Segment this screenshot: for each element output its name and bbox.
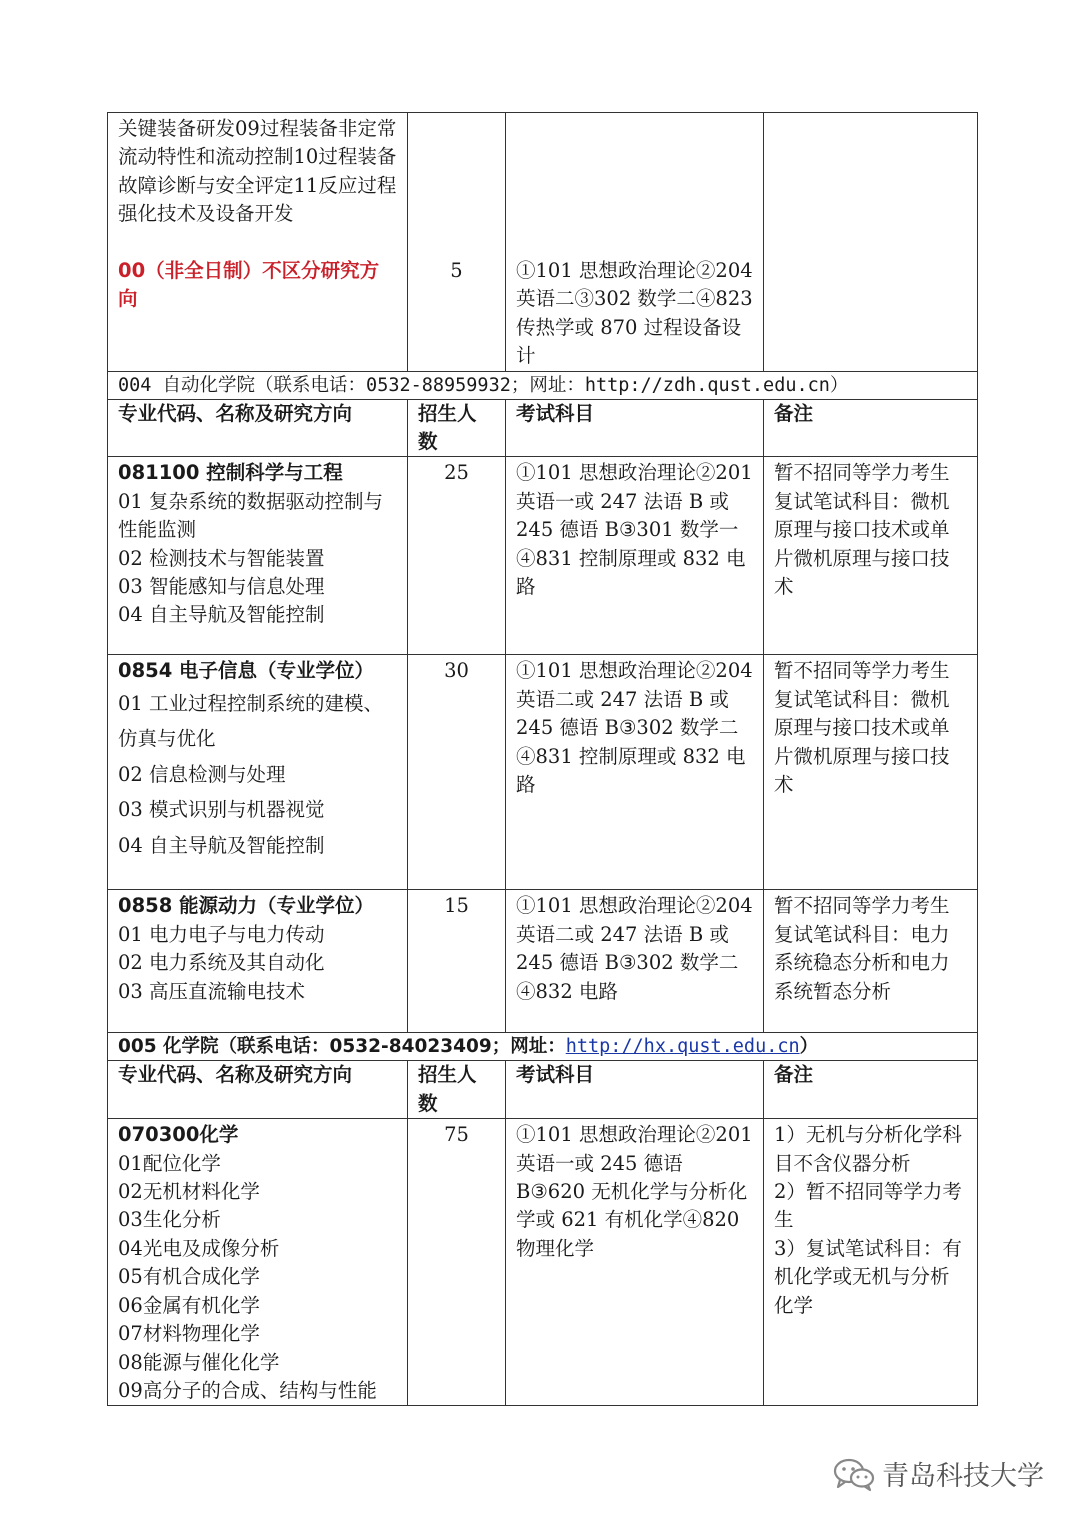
direction-item: 08能源与催化化学	[118, 1350, 280, 1374]
note-item: 2）暂不招同等学力考生	[774, 1180, 962, 1232]
continuation-directions-cell	[108, 113, 408, 372]
direction-item: 02 检测技术与智能装置	[118, 546, 325, 570]
header-exam: 考试科目	[506, 1061, 764, 1119]
header-count: 招生人数	[408, 399, 506, 457]
exam-cell	[506, 655, 764, 890]
section-005-title-suffix: ）	[799, 1036, 819, 1058]
major-row-0854	[108, 655, 978, 890]
wechat-icon	[832, 1456, 876, 1492]
notes-cell	[764, 1119, 978, 1406]
major-row-070300	[108, 1119, 978, 1406]
continuation-exam-cell	[506, 113, 764, 372]
major-row-081100	[108, 457, 978, 655]
directions-tail: 关键装备研发09过程装备非定常流动特性和流动控制10过程装备故障诊断与安全评定11反应过程强化技术及设备开发	[118, 117, 397, 226]
parttime-exam-subjects: ①101 思想政治理论②204 英语二③302 数学二④823 传热学或 870 过程设备设计	[516, 259, 753, 368]
section-005-header-row	[108, 1061, 978, 1119]
note-item: 暂不招同等学力考生	[774, 894, 950, 918]
direction-item: 01 复杂系统的数据驱动控制与性能监测	[118, 489, 384, 542]
major-cell	[108, 1119, 408, 1406]
notes-cell	[764, 890, 978, 1033]
note-item: 复试笔试科目：电力系统稳态分析和电力系统暂态分析	[774, 922, 950, 1003]
section-004-title-row	[108, 371, 978, 399]
watermark	[832, 1454, 1044, 1493]
enrollment-count: 75	[444, 1123, 469, 1147]
exam-cell	[506, 1119, 764, 1406]
direction-item: 05有机合成化学	[118, 1265, 260, 1289]
header-count: 招生人数	[408, 1061, 506, 1119]
header-exam: 考试科目	[506, 399, 764, 457]
note-item: 1）无机与分析化学科目不含仪器分析	[774, 1123, 962, 1175]
section-005-title	[108, 1033, 978, 1061]
notes-cell	[764, 457, 978, 655]
major-name: 0858 能源动力（专业学位）	[118, 894, 375, 918]
major-cell	[108, 655, 408, 890]
direction-item: 04 自主导航及智能控制	[118, 603, 325, 627]
section-005-title-row	[108, 1033, 978, 1061]
section-005-title-prefix: 005 化学院（联系电话：0532-84023409；网址：	[118, 1036, 566, 1058]
direction-item: 03 智能感知与信息处理	[118, 575, 325, 599]
notes-cell	[764, 655, 978, 890]
direction-item: 09高分子的合成、结构与性能	[118, 1378, 377, 1402]
direction-item: 01 电力电子与电力传动	[118, 922, 325, 946]
direction-item: 06金属有机化学	[118, 1293, 260, 1317]
count-cell	[408, 457, 506, 655]
enrollment-count: 30	[444, 659, 469, 683]
note-item: 复试笔试科目：微机原理与接口技术或单片微机原理与接口技术	[774, 687, 950, 797]
header-major: 专业代码、名称及研究方向	[108, 1061, 408, 1119]
direction-item: 02无机材料化学	[118, 1180, 260, 1204]
major-name: 081100 控制科学与工程	[118, 461, 343, 485]
enrollment-count: 25	[444, 461, 469, 485]
direction-item: 04 自主导航及智能控制	[118, 833, 325, 857]
enrollment-table	[107, 112, 978, 1406]
exam-cell	[506, 457, 764, 655]
direction-item: 01 工业过程控制系统的建模、仿真与优化	[118, 691, 384, 751]
parttime-direction-label: 00（非全日制）不区分研究方向	[118, 258, 380, 311]
major-row-0858	[108, 890, 978, 1033]
count-cell	[408, 1119, 506, 1406]
exam-subjects: ①101 思想政治理论②201 英语一或 247 法语 B 或 245 德语 B③301 数学一④831 控制原理或 832 电路	[516, 461, 753, 599]
parttime-count: 5	[450, 259, 463, 282]
watermark-text: 青岛科技大学	[882, 1461, 1044, 1492]
direction-item: 03 模式识别与机器视觉	[118, 798, 325, 822]
exam-cell	[506, 890, 764, 1033]
continuation-row	[108, 113, 978, 372]
major-cell	[108, 890, 408, 1033]
continuation-notes-cell	[764, 113, 978, 372]
exam-subjects: ①101 思想政治理论②201 英语一或 245 德语 B③620 无机化学与分析化学或 621 有机化学④820 物理化学	[516, 1123, 753, 1260]
exam-subjects: ①101 思想政治理论②204 英语二或 247 法语 B 或 245 德语 B③302 数学二④831 控制原理或 832 电路	[516, 659, 753, 797]
major-cell	[108, 457, 408, 655]
header-major: 专业代码、名称及研究方向	[108, 399, 408, 457]
enrollment-count: 15	[444, 894, 469, 918]
note-item: 暂不招同等学力考生	[774, 659, 950, 683]
direction-item: 01配位化学	[118, 1151, 221, 1175]
section-004-title: 004 自动化学院（联系电话：0532-88959932；网址：http://zdh.qust.edu.cn）	[108, 371, 978, 399]
direction-item: 04光电及成像分析	[118, 1236, 280, 1260]
major-name: 070300化学	[118, 1123, 239, 1147]
exam-subjects: ①101 思想政治理论②204 英语二或 247 法语 B 或 245 德语 B③302 数学二④832 电路	[516, 894, 753, 1003]
direction-item: 03 高压直流输电技术	[118, 979, 306, 1003]
direction-item: 02 电力系统及其自动化	[118, 951, 325, 975]
count-cell	[408, 890, 506, 1033]
direction-item: 07材料物理化学	[118, 1322, 260, 1346]
note-item: 暂不招同等学力考生	[774, 461, 950, 485]
header-notes: 备注	[764, 399, 978, 457]
count-cell	[408, 655, 506, 890]
direction-item: 02 信息检测与处理	[118, 762, 286, 786]
section-005-website-link[interactable]: http://hx.qust.edu.cn	[565, 1036, 800, 1058]
section-004-header-row	[108, 399, 978, 457]
major-name: 0854 电子信息（专业学位）	[118, 659, 375, 683]
note-item: 复试笔试科目：微机原理与接口技术或单片微机原理与接口技术	[774, 489, 950, 599]
note-item: 3）复试笔试科目：有机化学或无机与分析化学	[774, 1236, 962, 1317]
direction-item: 03生化分析	[118, 1208, 221, 1232]
header-notes: 备注	[764, 1061, 978, 1119]
continuation-count-cell	[408, 113, 506, 372]
